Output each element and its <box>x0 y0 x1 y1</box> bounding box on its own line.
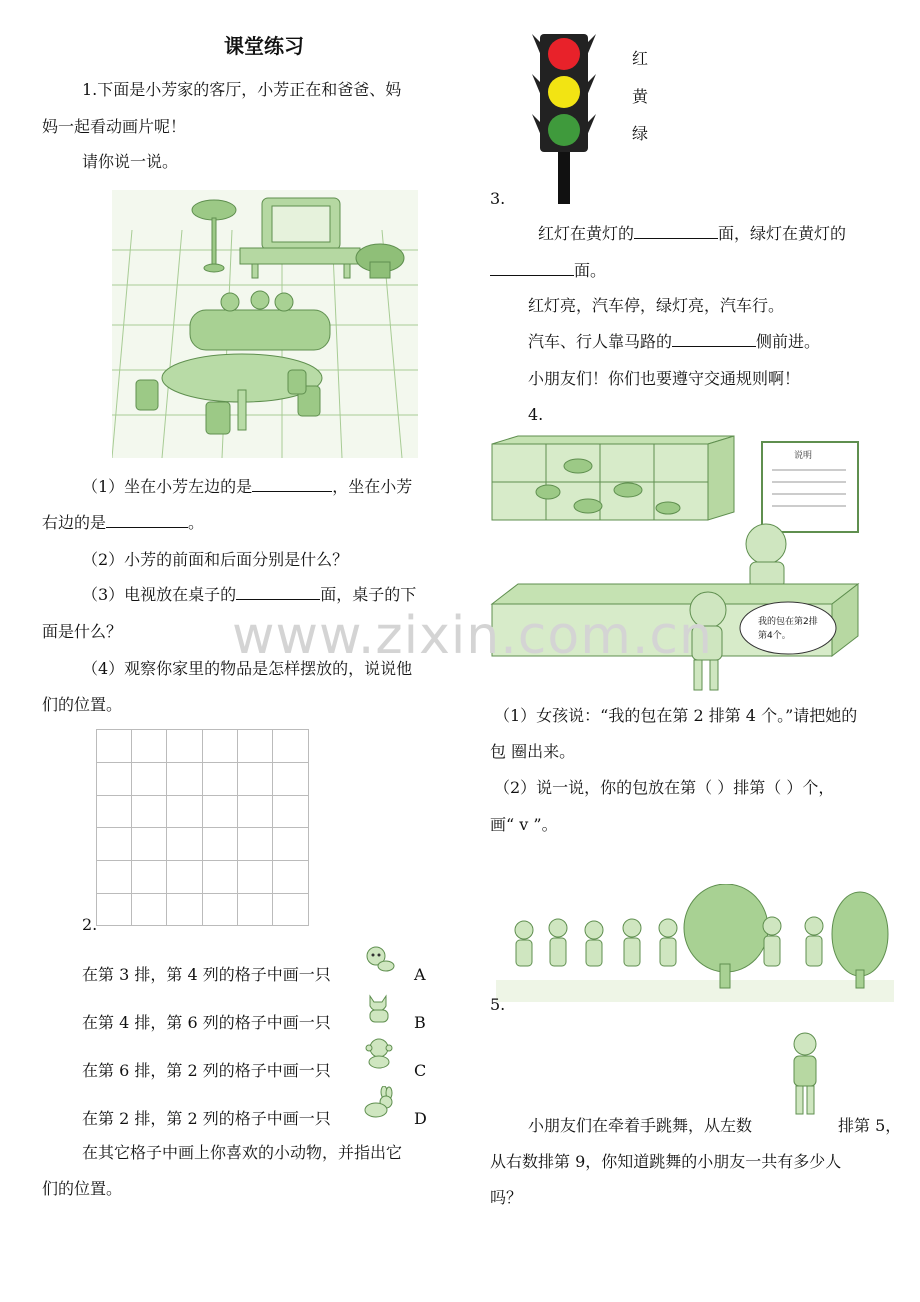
q4-part2-line1: （2）说一说，你的包放在第（ ）排第（ ）个， <box>494 778 835 797</box>
q4-part1-line2: 包 圈出来。 <box>490 742 576 761</box>
speech-bubble <box>740 602 836 654</box>
red-light <box>548 38 580 70</box>
q3-line5: 小朋友们！你们也要遵守交通规则啊！ <box>528 369 801 388</box>
answer-blank[interactable] <box>672 332 756 347</box>
q2-item-c-text: 在第 6 排，第 2 列的格子中画一只 <box>82 1061 331 1080</box>
q5-line3: 吗？ <box>490 1188 523 1207</box>
q2-item-c-letter: C <box>414 1061 427 1080</box>
q3-number: 3. <box>490 189 506 208</box>
q1-part1-text-a: （1）坐在小芳左边的是 <box>82 477 253 496</box>
dog-icon <box>362 944 396 974</box>
bubble-text-1: 我的包在第2排 <box>758 617 818 627</box>
bubble-text-2: 第4个。 <box>758 631 791 641</box>
q3-text-d: 汽车、行人靠马路的 <box>528 332 673 351</box>
q3-line1 <box>538 224 846 244</box>
q2-item-b-text: 在第 4 排，第 6 列的格子中画一只 <box>82 1013 331 1032</box>
q1-part1-line1 <box>82 477 412 497</box>
living-room-illustration <box>112 190 418 458</box>
children <box>515 917 823 966</box>
q3-text-a: 红灯在黄灯的 <box>538 224 635 243</box>
q1-part3-text-b: 面，桌子的下 <box>320 585 417 604</box>
girl-figure <box>746 524 786 588</box>
dancing-children-illustration <box>496 884 894 1002</box>
cat-icon <box>362 990 396 1024</box>
q1-part3-line1 <box>82 585 416 605</box>
q2-item-b-letter: B <box>414 1013 426 1032</box>
light-label-green: 绿 <box>632 124 649 143</box>
q3-text-e: 侧前进。 <box>756 332 821 351</box>
drawing-grid[interactable] <box>96 729 312 929</box>
answer-blank[interactable] <box>236 585 320 600</box>
q5-number: 5. <box>490 995 506 1014</box>
q1-part1-text-b: ，坐在小芳 <box>332 477 413 496</box>
cubby-shelf <box>492 436 734 520</box>
q4-part1-line1: （1）女孩说：“我的包在第 2 排第 4 个。”请把她的 <box>494 706 858 725</box>
yellow-light <box>548 76 580 108</box>
q1-part3-text-a: （3）电视放在桌子的 <box>82 585 237 604</box>
q2-footer-line2: 们的位置。 <box>42 1179 123 1198</box>
q1-prompt: 请你说一说。 <box>82 152 179 171</box>
light-label-red: 红 <box>632 49 649 68</box>
q1-part4-line1: （4）观察你家里的物品是怎样摆放的，说说他 <box>82 659 413 678</box>
q5-line2: 从右数排第 9，你知道跳舞的小朋友一共有多少人 <box>490 1152 842 1171</box>
q2-item-d-text: 在第 2 排，第 2 列的格子中画一只 <box>82 1109 331 1128</box>
notice-title: 说明 <box>794 451 813 461</box>
notice-board <box>762 442 858 532</box>
q2-item-d-letter: D <box>414 1109 427 1128</box>
q1-part1-text-c: 右边的是 <box>42 513 107 532</box>
q5-line1-a: 小朋友们在牵着手跳舞，从左数 <box>528 1116 753 1135</box>
q3-text-b: 面，绿灯在黄灯的 <box>718 224 847 243</box>
q1-part1-text-d: 。 <box>188 513 205 532</box>
answer-blank[interactable] <box>106 513 188 528</box>
answer-blank[interactable] <box>634 224 718 239</box>
q3-line4 <box>528 332 820 352</box>
q2-item-a-text: 在第 3 排，第 4 列的格子中画一只 <box>82 965 331 984</box>
q4-part2-line2: 画“ v ”。 <box>490 815 558 834</box>
q1-intro-line2: 妈一起看动画片呢！ <box>42 117 187 136</box>
answer-blank[interactable] <box>252 477 332 492</box>
q1-intro-line1: 1.下面是小芳家的客厅，小芳正在和爸爸、妈 <box>82 80 402 99</box>
q2-number: 2. <box>82 915 98 934</box>
q3-line2 <box>490 261 606 281</box>
q2-footer-line1: 在其它格子中画上你喜欢的小动物，并指出它 <box>82 1143 403 1162</box>
traffic-light-illustration <box>528 30 600 204</box>
rabbit-icon <box>362 1086 396 1120</box>
q3-text-c: 面。 <box>574 261 607 280</box>
page-title: 课堂练习 <box>224 34 304 58</box>
q4-number: 4. <box>528 405 544 424</box>
q1-part4-line2: 们的位置。 <box>42 695 123 714</box>
q1-part1-line2 <box>42 513 204 533</box>
q3-line3: 红灯亮，汽车停，绿灯亮，汽车行。 <box>528 296 785 315</box>
watermark: www.zixin.com.cn <box>232 606 713 666</box>
light-label-yellow: 黄 <box>632 87 649 106</box>
boy-figure-icon <box>778 1030 832 1118</box>
q5-line1-b: 排第 5， <box>838 1116 902 1135</box>
q2-item-a-letter: A <box>414 965 426 984</box>
trees <box>684 884 888 988</box>
monkey-icon <box>362 1036 396 1070</box>
green-light <box>548 114 580 146</box>
q1-part3-line2: 面是什么？ <box>42 622 123 641</box>
answer-blank[interactable] <box>490 261 574 276</box>
q1-part2: （2）小芳的前面和后面分别是什么？ <box>82 550 349 569</box>
